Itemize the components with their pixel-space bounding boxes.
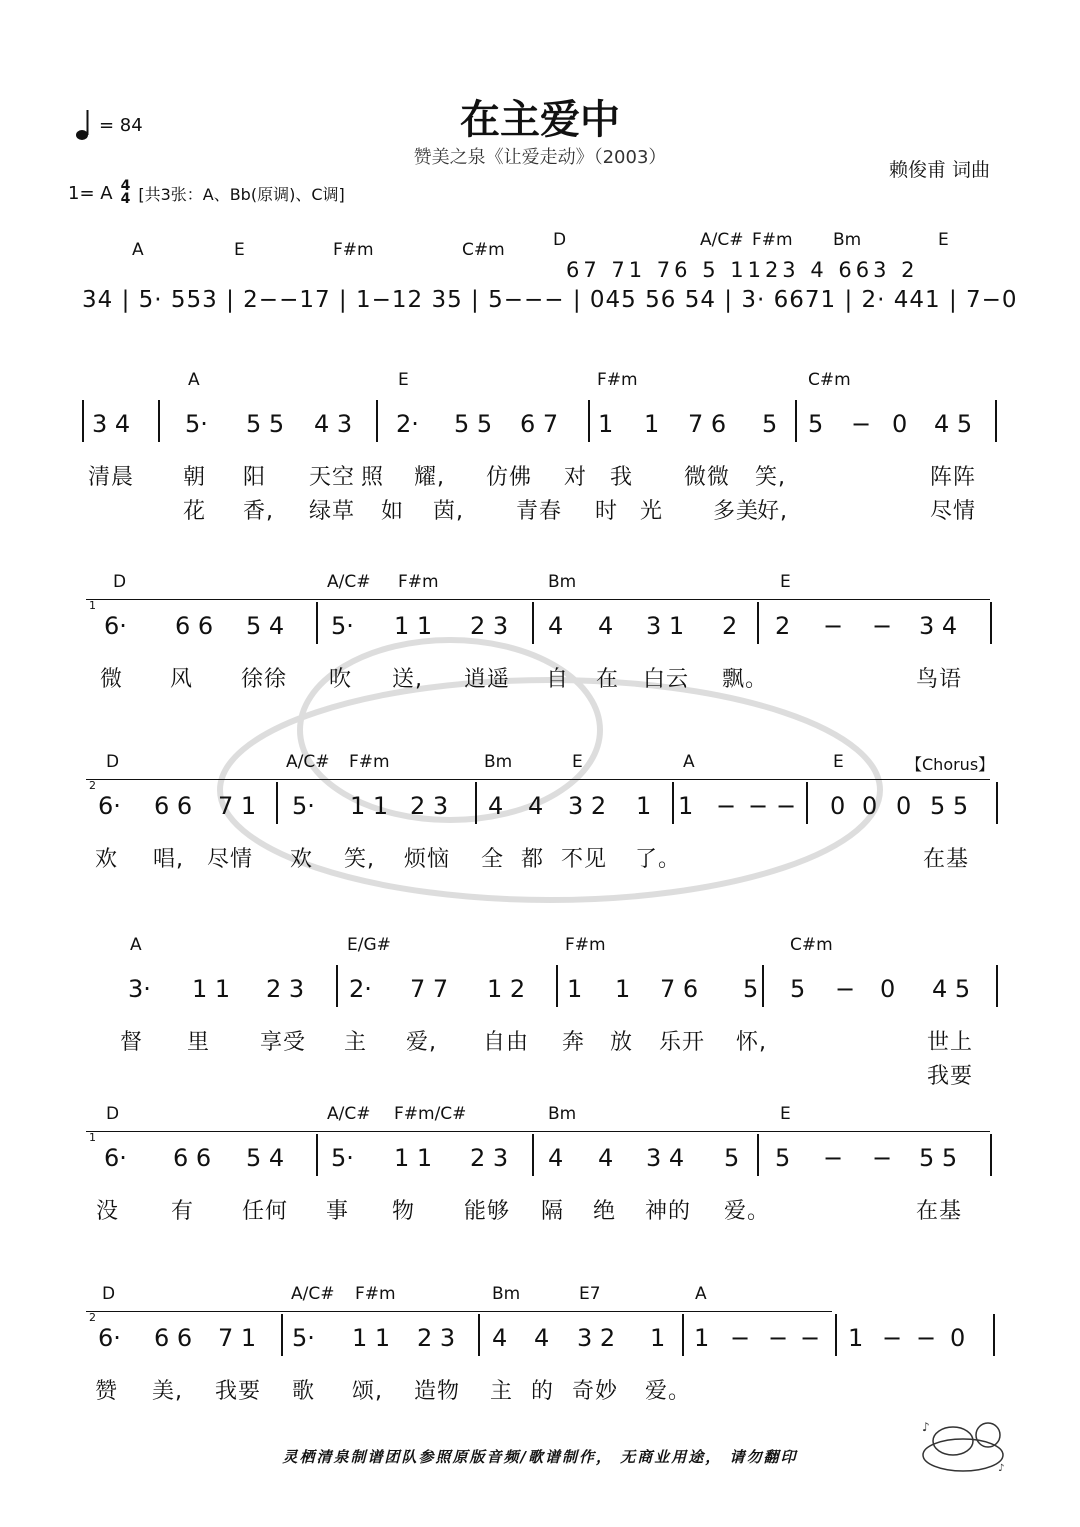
chord-symbol: Bm (484, 752, 513, 772)
lyric-verse-1: 的 (531, 1379, 555, 1404)
note-group: − (730, 1324, 751, 1352)
chord-symbol: A (683, 752, 695, 772)
lyric-verse-1: 事 (326, 1199, 350, 1224)
key-label: 1= A (68, 182, 113, 204)
bar-line (336, 965, 338, 1007)
bar-line (478, 1314, 480, 1356)
composer-credit: 赖俊甫 词曲 (888, 159, 990, 181)
note-group: 6· (104, 1144, 127, 1172)
note-group: 2· (349, 975, 372, 1003)
lyric-verse-1: 歌 (292, 1379, 316, 1404)
note-group: 1 (650, 1324, 666, 1352)
chord: F#m (333, 240, 374, 260)
chorus-label: 【Chorus】 (906, 755, 995, 774)
bar-line (556, 965, 558, 1007)
note-group: 1 (598, 410, 614, 438)
note-group: 6 6 (154, 1324, 193, 1352)
volta-bracket (86, 1311, 832, 1312)
note-group: 5 (762, 410, 778, 438)
note-group: 2 3 (470, 1144, 509, 1172)
intro-upper-notes: 67 71 76 5 1123 4 663 2 (566, 258, 919, 282)
lyric-verse-1: 有 (171, 1199, 195, 1224)
lyric-verse-1: 欢 (95, 847, 119, 872)
lyric-verse-1: 奇妙 (572, 1379, 619, 1404)
lyric-verse-1: 能够 (464, 1199, 511, 1224)
note-group: 4 (548, 1144, 564, 1172)
note-group: 2 3 (417, 1324, 456, 1352)
note-group: − (916, 1324, 937, 1352)
lyric-verse-2: 花 (183, 499, 207, 524)
lyric-verse-2: 香, (243, 499, 274, 524)
lyric-verse-1: 鸟语 (916, 667, 963, 692)
lyric-verse-1: 天空 (309, 465, 356, 490)
lyric-verse-1: 享受 (260, 1030, 307, 1055)
lyric-verse-1: 神的 (645, 1199, 692, 1224)
tempo-value: = 84 (99, 114, 143, 136)
bar-line (990, 602, 992, 644)
lyric-verse-1: 微微 (684, 465, 731, 490)
note-group: 3 2 (577, 1324, 616, 1352)
lyric-verse-1: 爱。 (645, 1379, 692, 1404)
chord-symbol: D (102, 1284, 116, 1304)
lyric-verse-1: 在基 (916, 1199, 963, 1224)
song-title: 在主爱中 (460, 97, 620, 143)
note-group: 5 (775, 1144, 791, 1172)
note-group: 5 (743, 975, 759, 1003)
versions-note: [共3张：A、Bb(原调)、C调] (138, 184, 345, 204)
time-top: 4 (120, 178, 131, 194)
lyric-verse-1: 乐开 (659, 1030, 706, 1055)
note-group: 6 7 (520, 410, 559, 438)
note-group: 7 1 (218, 792, 257, 820)
volta-bracket (86, 779, 990, 780)
note-group: 3 1 (646, 612, 685, 640)
note-group: − (823, 612, 844, 640)
lyric-verse-1: 耀, (414, 465, 445, 490)
chord-symbol: Bm (492, 1284, 521, 1304)
lyric-verse-1: 物 (392, 1199, 416, 1224)
lyric-verse-1: 笑, (755, 465, 786, 490)
lyric-verse-1: 送, (392, 667, 423, 692)
chord: E (234, 240, 245, 260)
lyric-verse-2: 青春 (516, 499, 563, 524)
bar-line (588, 400, 590, 442)
note-group: 4 (488, 792, 504, 820)
chord-symbol: F#m (349, 752, 390, 772)
chord-symbol: A (130, 935, 142, 955)
chord-symbol: Bm (548, 1104, 577, 1124)
svg-text:♪: ♪ (922, 1420, 930, 1434)
note-group: 0 (880, 975, 896, 1003)
lyric-verse-1: 微 (100, 667, 124, 692)
note-group: 6· (98, 792, 121, 820)
chord-symbol: D (106, 1104, 120, 1124)
note-group: 5· (292, 792, 315, 820)
note-group: 5· (331, 612, 354, 640)
note-group: 1 (678, 792, 694, 820)
note-group: 1 (615, 975, 631, 1003)
chord-symbol: E/G# (347, 935, 391, 955)
note-group: 1 1 (352, 1324, 391, 1352)
chord-symbol: A (188, 370, 200, 390)
bar-line (757, 1134, 759, 1176)
note-group: 0 (862, 792, 878, 820)
lyric-verse-1: 唱, (153, 847, 184, 872)
time-bottom: 4 (120, 191, 131, 207)
chord: F#m (752, 230, 793, 250)
bar-line (990, 1134, 992, 1176)
note-group: 1 (567, 975, 583, 1003)
chord-symbol: E (572, 752, 583, 772)
note-group: 1 1 (394, 612, 433, 640)
chord-symbol: F#m/C# (394, 1104, 467, 1124)
chord-symbol: D (106, 752, 120, 772)
note-group: 1 (644, 410, 660, 438)
note-group: 4 (598, 612, 614, 640)
lyric-verse-1: 阵阵 (930, 465, 977, 490)
lyric-verse-1: 清晨 (88, 465, 135, 490)
chord-symbol: F#m (565, 935, 606, 955)
note-group: 4 (492, 1324, 508, 1352)
lyric-verse-1: 自 (546, 667, 570, 692)
song-subtitle: 赞美之泉《让爱走动》（2003） (413, 147, 667, 168)
note-group: 6· (98, 1324, 121, 1352)
chord-symbol: C#m (808, 370, 851, 390)
note-group: 4 5 (934, 410, 973, 438)
note-group: 3 4 (919, 612, 958, 640)
note-group: − (776, 792, 797, 820)
lyric-verse-2: 多美 (713, 499, 760, 524)
bar-line (475, 782, 477, 824)
note-group: 1 2 (487, 975, 526, 1003)
note-group: 7 6 (660, 975, 699, 1003)
lyric-verse-1: 世上 (927, 1030, 974, 1055)
chord-symbol: E7 (579, 1284, 601, 1304)
chord-symbol: F#m (597, 370, 638, 390)
lyric-verse-2: 好, (757, 499, 788, 524)
lyric-verse-1: 颂, (352, 1379, 383, 1404)
lyric-verse-1: 徐徐 (241, 667, 288, 692)
lyric-verse-1: 仿佛 (486, 465, 533, 490)
lyric-verse-1: 全 (481, 847, 505, 872)
lyric-verse-1: 了。 (635, 847, 682, 872)
lyric-verse-1: 奔 (562, 1030, 586, 1055)
lyric-verse-1: 我 (610, 465, 634, 490)
note-group: 2· (396, 410, 419, 438)
chord-symbol: F#m (355, 1284, 396, 1304)
lyric-verse-1: 照 (361, 465, 385, 490)
chord-symbol: A/C# (327, 572, 371, 592)
note-group: 1 (694, 1324, 710, 1352)
note-group: 2 3 (266, 975, 305, 1003)
lyric-verse-1: 风 (170, 667, 194, 692)
lyric-verse-1: 白云 (643, 667, 690, 692)
note-group: 5· (292, 1324, 315, 1352)
note-group: 6 6 (173, 1144, 212, 1172)
sheep-logo-icon (918, 1417, 1008, 1475)
bar-line (757, 602, 759, 644)
note-group: 2 3 (410, 792, 449, 820)
lyric-verse-1: 爱。 (724, 1199, 771, 1224)
bar-line (672, 782, 674, 824)
note-group: 5 (790, 975, 806, 1003)
lyric-verse-2: 茵, (433, 499, 464, 524)
chord-symbol: D (113, 572, 127, 592)
chord-symbol: C#m (790, 935, 833, 955)
lyric-verse-2: 时 (595, 499, 619, 524)
note-group: 4 (548, 612, 564, 640)
chord-symbol: A/C# (286, 752, 330, 772)
volta-bracket (86, 599, 990, 600)
note-group: 1 1 (394, 1144, 433, 1172)
lyric-verse-2: 我要 (927, 1064, 974, 1089)
key-signature-line (68, 180, 345, 206)
note-group: 5 4 (246, 1144, 285, 1172)
note-group: − (872, 1144, 893, 1172)
note-group: 1 (848, 1324, 864, 1352)
note-group: 4 3 (314, 410, 353, 438)
note-group: 0 (896, 792, 912, 820)
note-group: 4 (534, 1324, 550, 1352)
lyric-verse-2: 光 (640, 499, 664, 524)
volta-number: 1 (89, 599, 96, 612)
note-group: 3 2 (568, 792, 607, 820)
note-group: 4 5 (932, 975, 971, 1003)
chord-symbol: F#m (398, 572, 439, 592)
lyric-verse-2: 绿草 (309, 499, 356, 524)
lyric-verse-1: 对 (564, 465, 588, 490)
bar-line (996, 965, 998, 1007)
chord-symbol: E (833, 752, 844, 772)
lyric-verse-1: 赞 (95, 1379, 119, 1404)
chord: E (938, 230, 949, 250)
note-group: 1 1 (350, 792, 389, 820)
note-group: 1 (636, 792, 652, 820)
note-group: 5 (724, 1144, 740, 1172)
lyric-verse-1: 主 (490, 1379, 514, 1404)
lyric-verse-1: 任何 (242, 1199, 289, 1224)
bar-line (682, 1314, 684, 1356)
time-signature (121, 180, 131, 206)
note-group: 3 4 (92, 410, 131, 438)
volta-number: 2 (89, 1311, 96, 1324)
note-group: 6 6 (175, 612, 214, 640)
intro-main-notes: 34 | 5· 553 | 2−−17 | 1−12 35 | 5−−− | 045 56 54 | 3· 6671 | 2· 441 | 7−0 (82, 287, 1018, 313)
volta-number: 2 (89, 779, 96, 792)
bar-line (996, 782, 998, 824)
note-group: − (835, 975, 856, 1003)
svg-text:♪: ♪ (998, 1463, 1005, 1474)
note-group: 4 (528, 792, 544, 820)
note-group: 5 5 (246, 410, 285, 438)
lyric-verse-1: 怀, (736, 1030, 767, 1055)
volta-bracket (86, 1131, 990, 1132)
bar-line (82, 400, 84, 442)
lyric-verse-1: 隔 (541, 1199, 565, 1224)
chord: A (132, 240, 144, 260)
volta-number: 1 (89, 1131, 96, 1144)
note-group: − (800, 1324, 821, 1352)
chord: A/C# (700, 230, 744, 250)
bar-line (762, 965, 764, 1007)
bar-line (532, 1134, 534, 1176)
note-group: 4 (598, 1144, 614, 1172)
lyric-verse-1: 逍遥 (464, 667, 511, 692)
bar-line (281, 1314, 283, 1356)
lyric-verse-1: 督 (120, 1030, 144, 1055)
lyric-verse-1: 笑, (344, 847, 375, 872)
chord-symbol: Bm (548, 572, 577, 592)
chord-symbol: E (780, 572, 791, 592)
lyric-verse-1: 尽情 (207, 847, 254, 872)
lyric-verse-1: 放 (610, 1030, 634, 1055)
lyric-verse-2: 尽情 (930, 499, 977, 524)
chord: Bm (833, 230, 862, 250)
bar-line (835, 1314, 837, 1356)
lyric-verse-1: 自由 (483, 1030, 530, 1055)
note-group: − (882, 1324, 903, 1352)
note-group: − (716, 792, 737, 820)
note-group: 7 6 (688, 410, 727, 438)
bar-line (376, 400, 378, 442)
chord-symbol: E (780, 1104, 791, 1124)
note-group: 7 1 (218, 1324, 257, 1352)
note-group: 7 7 (410, 975, 449, 1003)
note-group: 3 4 (646, 1144, 685, 1172)
lyric-verse-1: 主 (344, 1030, 368, 1055)
note-group: 2 (722, 612, 738, 640)
note-group: − (748, 792, 769, 820)
note-group: 5· (331, 1144, 354, 1172)
chord: C#m (462, 240, 505, 260)
lyric-verse-1: 朝 (183, 465, 207, 490)
chord-symbol: A/C# (291, 1284, 335, 1304)
lyric-verse-1: 造物 (414, 1379, 461, 1404)
note-group: − (823, 1144, 844, 1172)
bar-line (806, 782, 808, 824)
note-group: 3· (128, 975, 151, 1003)
note-group: 0 (950, 1324, 966, 1352)
bar-line (158, 400, 160, 442)
note-group: 6 6 (154, 792, 193, 820)
bar-line (276, 782, 278, 824)
lyric-verse-1: 在 (596, 667, 620, 692)
lyric-verse-1: 里 (187, 1030, 211, 1055)
lyric-verse-1: 阳 (243, 465, 267, 490)
note-group: − (851, 410, 872, 438)
lyric-verse-1: 我要 (215, 1379, 262, 1404)
note-group: 5 5 (919, 1144, 958, 1172)
note-group: 1 1 (192, 975, 231, 1003)
note-group: 2 3 (470, 612, 509, 640)
bar-line (993, 1314, 995, 1356)
bar-line (316, 602, 318, 644)
note-group: 5 4 (246, 612, 285, 640)
lyric-verse-1: 不见 (561, 847, 608, 872)
lyric-verse-1: 烦恼 (404, 847, 451, 872)
lyric-verse-2: 如 (381, 499, 405, 524)
note-group: 0 (892, 410, 908, 438)
lyric-verse-1: 都 (521, 847, 545, 872)
note-group: 6· (104, 612, 127, 640)
bar-line (316, 1134, 318, 1176)
chord-symbol: E (398, 370, 409, 390)
note-group: 5 (808, 410, 824, 438)
note-group: − (872, 612, 893, 640)
lyric-verse-1: 没 (96, 1199, 120, 1224)
note-group: 5· (185, 410, 208, 438)
lyric-verse-1: 爱, (406, 1030, 437, 1055)
lyric-verse-1: 欢 (290, 847, 314, 872)
bar-line (532, 602, 534, 644)
note-group: 5 5 (454, 410, 493, 438)
footer-note: 灵栖清泉制谱团队参照原版音频/歌谱制作， 无商业用途， 请勿翻印 (282, 1448, 798, 1466)
note-group: 2 (775, 612, 791, 640)
note-group: 0 (830, 792, 846, 820)
chord-symbol: A/C# (327, 1104, 371, 1124)
note-group: − (768, 1324, 789, 1352)
bar-line (795, 400, 797, 442)
lyric-verse-1: 在基 (923, 847, 970, 872)
chord-symbol: A (695, 1284, 707, 1304)
note-group: 5 5 (930, 792, 969, 820)
lyric-verse-1: 美, (152, 1379, 183, 1404)
bar-line (995, 400, 997, 442)
lyric-verse-1: 绝 (593, 1199, 617, 1224)
lyric-verse-1: 吹 (329, 667, 353, 692)
lyric-verse-1: 飘。 (722, 667, 769, 692)
chord: D (553, 230, 567, 250)
